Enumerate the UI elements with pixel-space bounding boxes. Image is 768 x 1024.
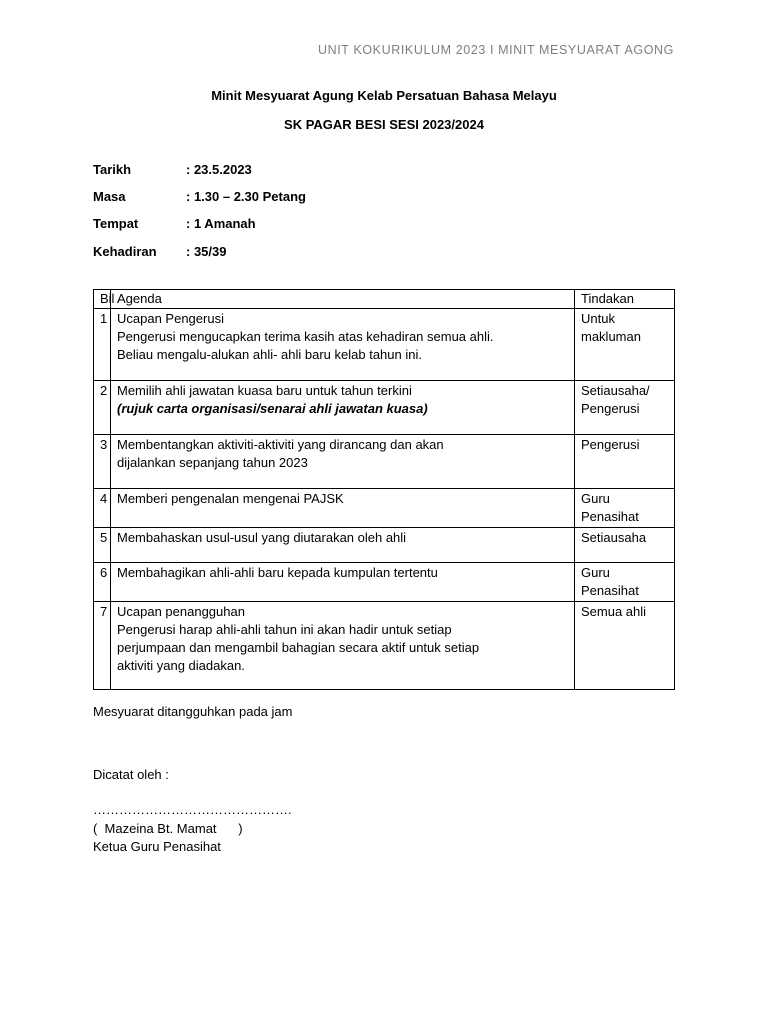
adjourned-text: Mesyuarat ditangguhkan pada jam <box>93 704 293 719</box>
row-agenda <box>111 528 575 563</box>
meta-kehadiran <box>93 244 226 259</box>
agenda-line: perjumpaan dan mengambil bahagian secara aktif untuk setiap <box>117 640 480 655</box>
agenda-line: Membahaskan usul-usul yang diutarakan oleh ahli <box>117 530 407 545</box>
row-bil: 2 <box>94 381 111 435</box>
tindakan-line: Guru Penasihat <box>581 565 639 598</box>
meta-value: : 35/39 <box>186 244 227 259</box>
meta-value: : 1.30 – 2.30 Petang <box>186 189 306 204</box>
row-tindakan <box>575 563 675 602</box>
meta-label: Tempat <box>93 216 139 231</box>
table-row <box>94 602 675 690</box>
table-row <box>94 489 675 528</box>
agenda-line: Pengerusi harap ahli-ahli tahun ini akan hadir untuk setiap <box>117 622 452 637</box>
row-agenda <box>111 563 575 602</box>
document-subtitle: SK PAGAR BESI SESI 2023/2024 <box>284 117 484 132</box>
agenda-line: Pengerusi mengucapkan terima kasih atas kehadiran semua ahli. <box>117 329 494 344</box>
tindakan-line: Semua ahli <box>581 604 647 619</box>
signatory-name: ( Mazeina Bt. Mamat ) <box>93 821 243 836</box>
meta-label: Kehadiran <box>93 244 157 259</box>
document-title: Minit Mesyuarat Agung Kelab Persatuan Bahasa Melayu <box>211 88 557 103</box>
row-bil: 5 <box>94 528 111 563</box>
signature-line: ………………………………………. <box>93 802 292 817</box>
meta-tempat <box>93 216 256 231</box>
table-row <box>94 435 675 489</box>
tindakan-line: Pengerusi <box>581 437 640 452</box>
header-bil: Bil <box>94 290 111 309</box>
tindakan-line: Setiausaha <box>581 530 647 545</box>
signatory-role: Ketua Guru Penasihat <box>93 839 221 854</box>
agenda-line: Beliau mengalu-alukan ahli- ahli baru kelab tahun ini. <box>117 347 422 362</box>
table-row <box>94 563 675 602</box>
row-bil: 7 <box>94 602 111 690</box>
row-bil: 1 <box>94 309 111 381</box>
row-tindakan <box>575 435 675 489</box>
agenda-line: Membentangkan aktiviti-aktiviti yang dirancang dan akan <box>117 437 444 452</box>
row-tindakan <box>575 602 675 690</box>
row-tindakan <box>575 381 675 435</box>
agenda-line: Memilih ahli jawatan kuasa baru untuk tahun terkini <box>117 383 412 398</box>
row-bil: 6 <box>94 563 111 602</box>
agenda-line: Ucapan penangguhan <box>117 604 245 619</box>
agenda-line: Membahagikan ahli-ahli baru kepada kumpulan tertentu <box>117 565 438 580</box>
meta-value: : 1 Amanah <box>186 216 256 231</box>
table-row <box>94 528 675 563</box>
row-agenda <box>111 309 575 381</box>
tindakan-line: Guru Penasihat <box>581 491 639 524</box>
row-agenda <box>111 489 575 528</box>
header-agenda: Agenda <box>111 290 575 309</box>
meta-value: : 23.5.2023 <box>186 162 252 177</box>
row-agenda <box>111 381 575 435</box>
table-row <box>94 381 675 435</box>
agenda-line: Memberi pengenalan mengenai PAJSK <box>117 491 344 506</box>
row-tindakan <box>575 528 675 563</box>
meta-label: Tarikh <box>93 162 132 177</box>
agenda-table <box>93 289 675 690</box>
agenda-line: Ucapan Pengerusi <box>117 311 224 326</box>
meta-label: Masa <box>93 189 126 204</box>
row-agenda <box>111 602 575 690</box>
row-bil: 4 <box>94 489 111 528</box>
header-tindakan: Tindakan <box>575 290 675 309</box>
row-tindakan <box>575 489 675 528</box>
row-tindakan <box>575 309 675 381</box>
table-row <box>94 309 675 381</box>
tindakan-line: Untuk <box>581 311 615 326</box>
row-agenda <box>111 435 575 489</box>
agenda-line: aktiviti yang diadakan. <box>117 658 245 673</box>
page-header: UNIT KOKURIKULUM 2023 I MINIT MESYUARAT AGONG <box>317 43 674 57</box>
row-bil: 3 <box>94 435 111 489</box>
agenda-line: dijalankan sepanjang tahun 2023 <box>117 455 308 470</box>
recorded-by-label: Dicatat oleh : <box>93 767 169 782</box>
meta-tarikh <box>93 162 252 177</box>
meta-masa <box>93 189 306 204</box>
tindakan-line: makluman <box>581 329 641 344</box>
tindakan-line: Setiausaha/ <box>581 383 650 398</box>
table-header-row <box>94 290 675 309</box>
agenda-note: (rujuk carta organisasi/senarai ahli jawatan kuasa) <box>117 401 428 416</box>
tindakan-line: Pengerusi <box>581 401 640 416</box>
